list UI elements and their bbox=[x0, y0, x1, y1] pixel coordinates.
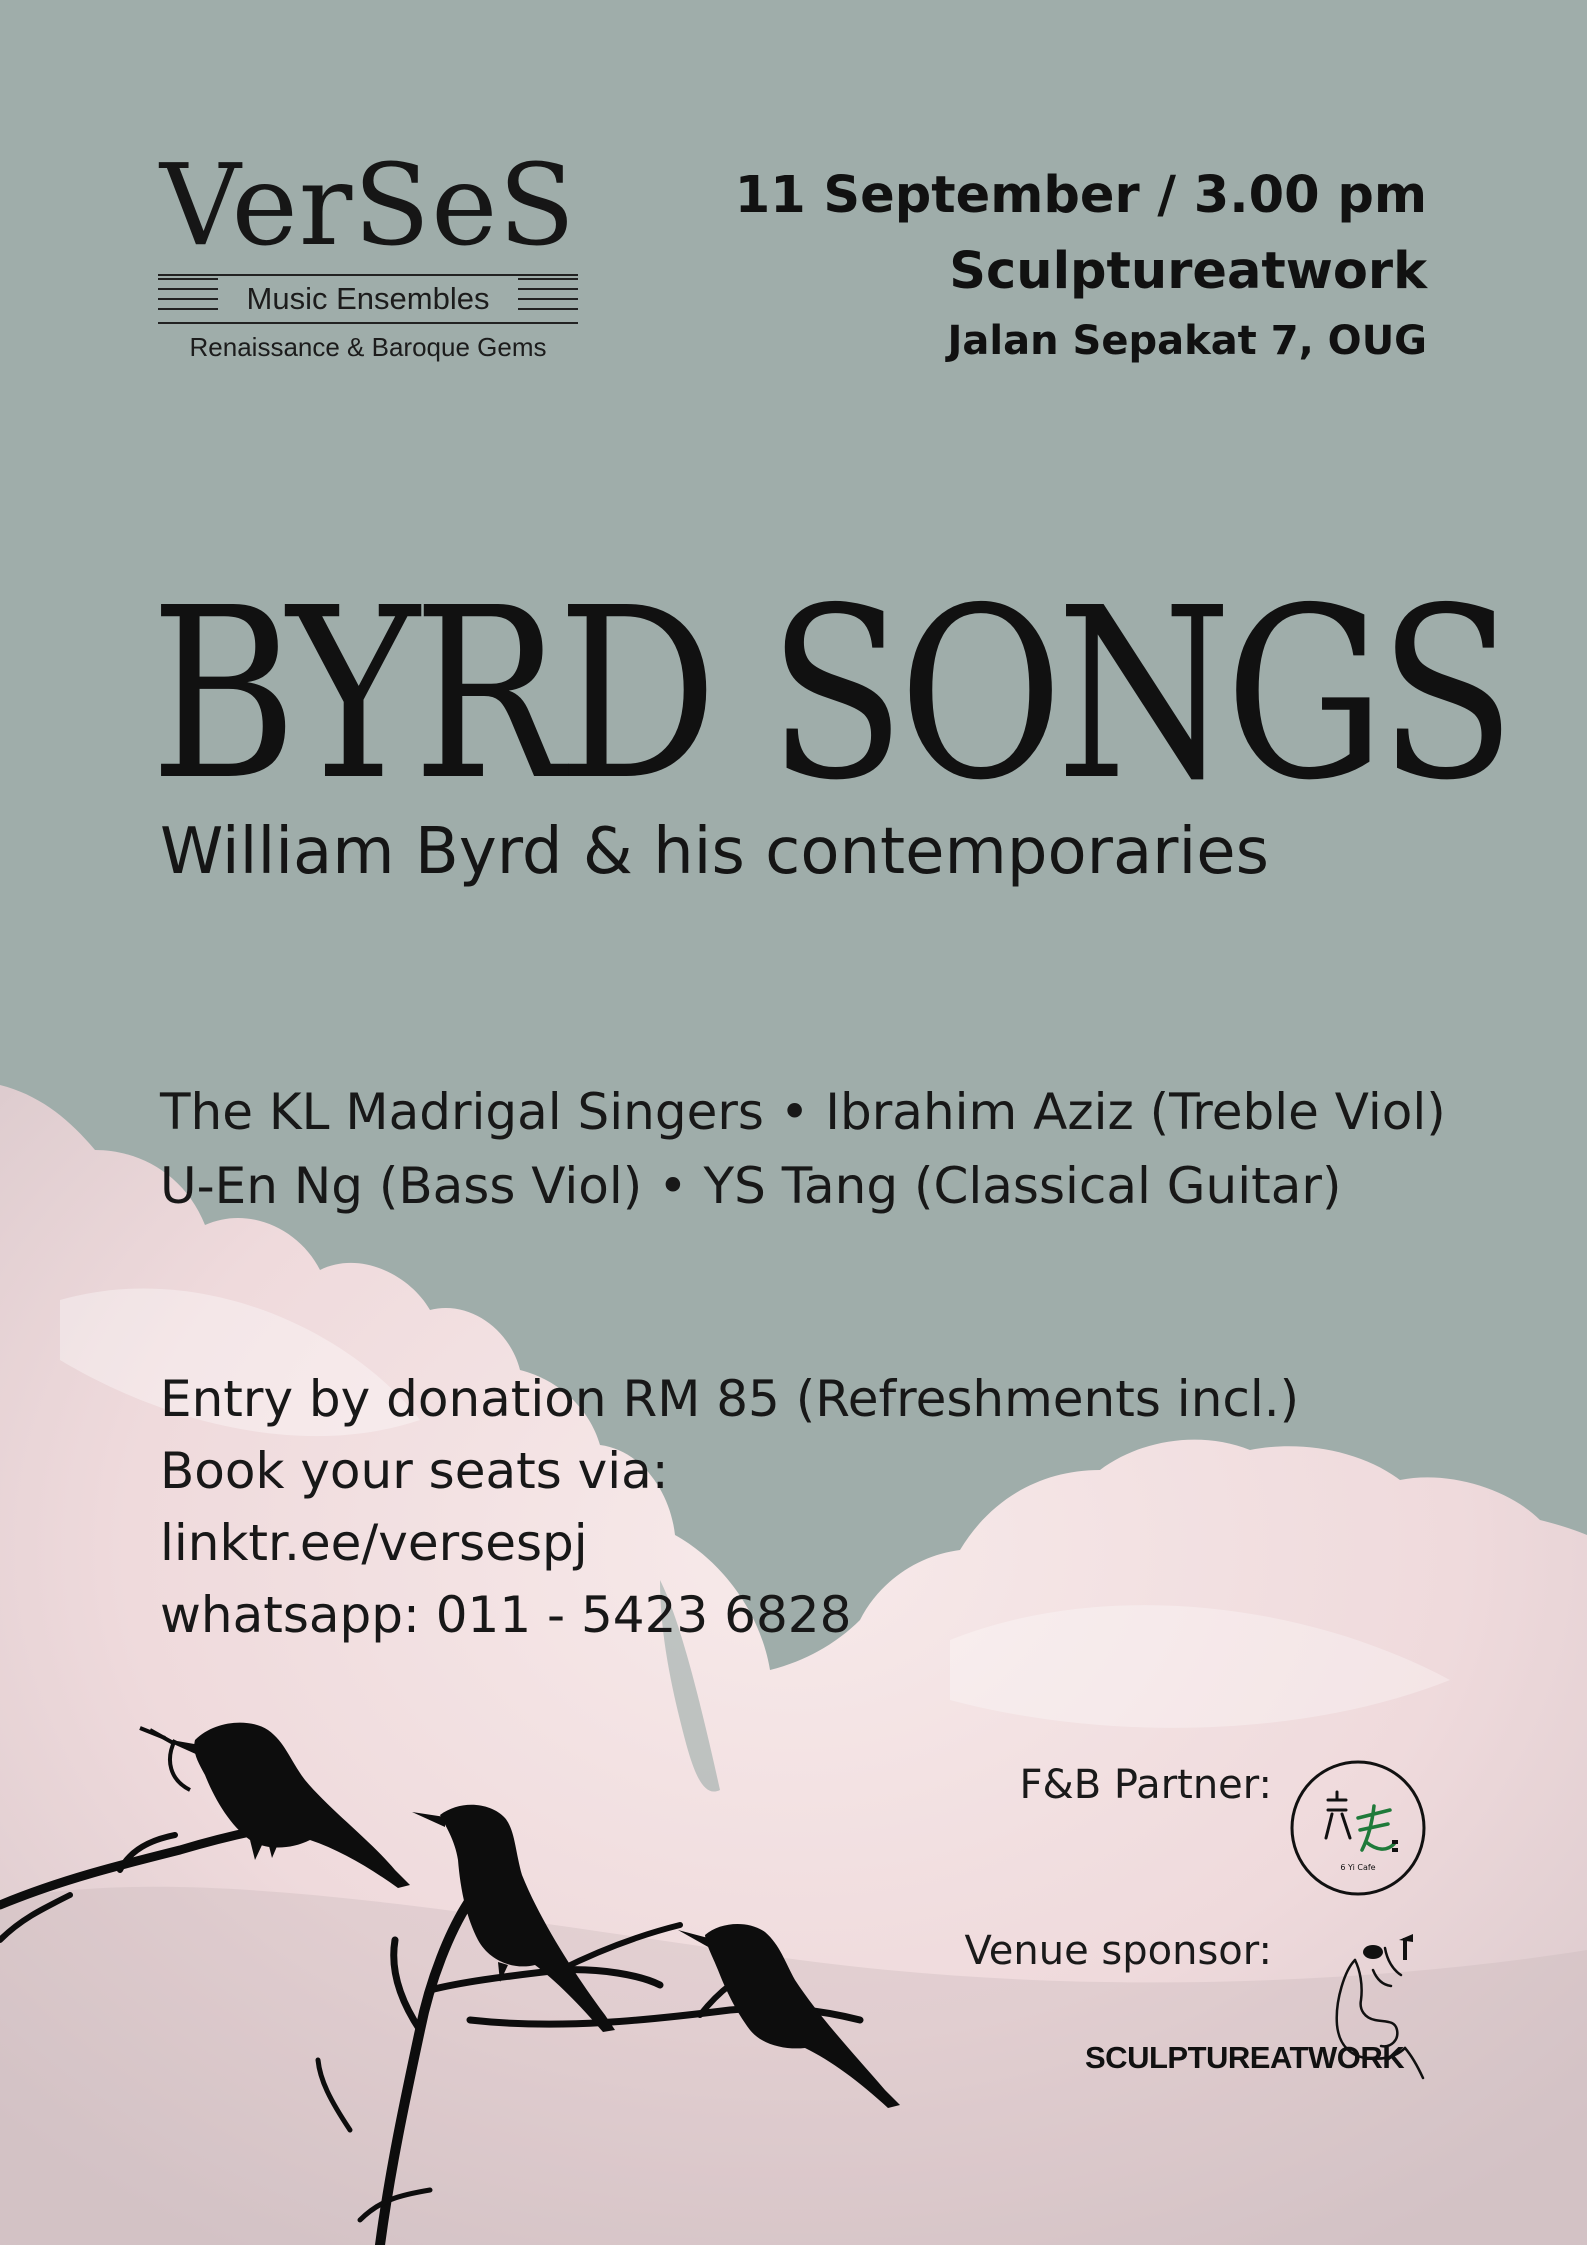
bird-silhouette bbox=[678, 1924, 900, 2108]
event-address: Jalan Sepakat 7, OUG bbox=[947, 318, 1427, 364]
concert-title: BYRD SONGS bbox=[150, 557, 1510, 832]
verses-logo bbox=[158, 141, 578, 363]
sculptureatwork-wordmark: SCULPTUREATWORK bbox=[1085, 2040, 1405, 2075]
event-datetime: 11 September / 3.00 pm bbox=[734, 166, 1427, 225]
birds-on-branch-illustration bbox=[0, 1700, 960, 2245]
performers-line: U-En Ng (Bass Viol) • YS Tang (Classical Guitar) bbox=[160, 1157, 1342, 1215]
event-info bbox=[667, 160, 1427, 370]
staff-lines-left bbox=[158, 278, 218, 320]
logo-subtitle: Music Ensembles bbox=[246, 281, 490, 316]
bird-silhouette bbox=[140, 1723, 410, 1888]
venue-sponsor-label: Venue sponsor: bbox=[964, 1928, 1272, 1974]
logo-top-rule bbox=[158, 274, 578, 276]
logo-staff-row bbox=[158, 274, 578, 324]
concert-subtitle: William Byrd & his contemporaries bbox=[160, 815, 1269, 889]
ticket-price: Entry by donation RM 85 (Refreshments incl.) bbox=[160, 1370, 1300, 1428]
booking-prompt: Book your seats via: bbox=[160, 1442, 669, 1500]
logo-bottom-rule bbox=[158, 322, 578, 324]
logo-title: VerSeS bbox=[159, 141, 577, 271]
performers-line: The KL Madrigal Singers • Ibrahim Aziz (Treble Viol) bbox=[160, 1083, 1446, 1141]
ticket-info bbox=[160, 1363, 1299, 1651]
booking-whatsapp[interactable]: whatsapp: 011 - 5423 6828 bbox=[160, 1586, 852, 1644]
booking-link[interactable]: linktr.ee/versespj bbox=[160, 1514, 588, 1572]
cafe-logo-icon bbox=[1288, 1758, 1428, 1898]
fb-partner-label: F&B Partner: bbox=[1019, 1762, 1272, 1808]
cafe-logo-caption: 6 Yi Cafe bbox=[1340, 1863, 1376, 1872]
event-venue: Sculptureatwork bbox=[949, 242, 1427, 301]
logo-tagline: Renaissance & Baroque Gems bbox=[189, 332, 547, 362]
performers-list bbox=[160, 1075, 1446, 1223]
bird-silhouette bbox=[412, 1805, 615, 2032]
staff-lines-right bbox=[518, 278, 578, 320]
